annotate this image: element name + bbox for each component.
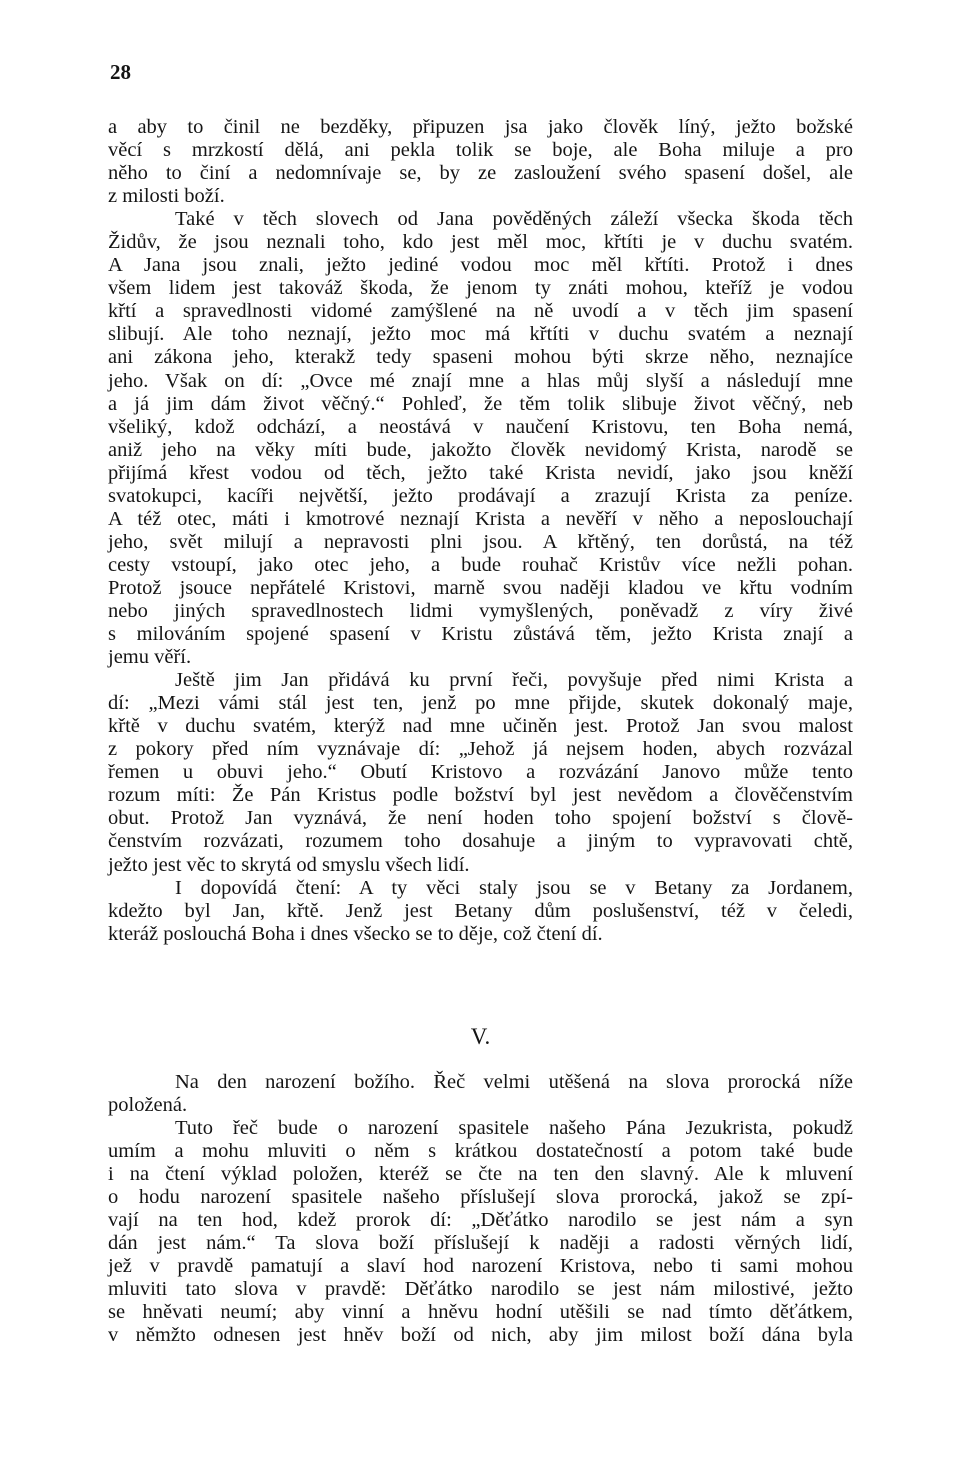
text-line: dí: „Mezi vámi stál jest ten, jenž po mne přijde, skutek dokonalý maje, [108,692,853,715]
text-line: křtě v duchu svatém, kterýž nad mne učiněn jest. Protož Jan svou malost [108,715,853,738]
text-line: I dopovídá čtení: A ty věci staly jsou se v Betany za Jordanem, [175,876,853,899]
text-line: kteráž poslouchá Boha i dnes všecko se to děje, což čtení dí. [108,922,603,945]
text-line: ježto jest věc to skrytá od smyslu všech lidí. [108,853,470,876]
text-line: přijímá křest vodou od těch, ježto také Krista nevidí, jako jsou kněží [108,461,853,484]
text-line: a aby to činil ne bezděky, připuzen jsa jako člověk líný, ježto božské [108,116,853,138]
text-line: položená. [108,1093,188,1116]
text-line: Tuto řeč bude o narození spasitele našeho Pána Jezukrista, pokudž [175,1116,853,1139]
text-line: věcí s mrzkostí dělá, ani pekla tolik se boje, ale Boha miluje a pro [108,139,853,162]
text-line: v němžto odnesen jest hněv boží od nich, aby jim milost boží dána byla [108,1324,853,1347]
section-text-1 [108,116,853,946]
text-line: rozum míti: Že Pán Kristus podle božství byl jest nevědom a člověčenstvím [108,784,853,807]
text-line: se hněvati neumí; aby vinní a hněvu hodní utěšili se nad tímto děťátkem, [108,1301,853,1324]
text-line: čenstvím rozvázati, rozumem toho dosahuje a jiným to vypravovati chtě, [108,830,853,853]
text-line: s milováním spojené spasení v Kristu zůstává těm, ježto Krista znají a [108,623,853,646]
text-line: a já jim dám život věčný.“ Pohleď, že těm tolik slibuje život věčný, neb [108,392,853,415]
section-gap [108,946,853,1024]
text-line: i na čtení výklad položen, kteréž se čte na ten den slavný. Ale k mluvení [108,1162,853,1185]
text-line: Židův, že jsou neznali toho, kdo jest měl moc, křtíti je v duchu svatém. [108,231,853,254]
text-line: z pokory před ním vyznávaje dí: „Jehož já nejsem hoden, abych rozvázal [108,738,853,761]
text-line: jemu věří. [108,646,192,669]
text-line: aniž jeho na věky míti bude, jakožto člověk nevidomý Krista, narodě se [108,438,853,461]
text-line: křtí a spravedlnosti vidomé zamýšlené na ně uvodí a v těch jim spasení [108,300,853,323]
text-line: jež v pravdě pamatují a slaví hod narození Kristova, nebo ti sami mohou [108,1255,853,1278]
text-line: něho to činí a nedomnívaje se, by ze zasloužení svého spasení došel, ale [108,162,853,185]
text-line: Na den narození božího. Řeč velmi utěšená na slova prorocká níže [175,1070,853,1093]
text-line: z milosti boží. [108,185,225,208]
text-line: umím a mohu mluviti o něm s krátkou dostatečností a potom také bude [108,1139,853,1162]
text-line: obut. Protož Jan vyznává, že není hoden toho spojení božství s člově- [108,807,853,830]
text-line: všem lidem jest takováž škoda, že jenom ty znáti mohou, kteříž je vodou [108,277,853,300]
text-line: A Jana jsou znali, ježto jediné vodou moc měl křtíti. Protož i dnes [108,254,853,277]
text-line: kdežto byl Jan, křtě. Jenž jest Betany dům poslušenství, též v čeledi, [108,899,853,922]
text-line: cesty vstoupí, jako otec jeho, a bude rouhač Kristův více nežli pohan. [108,553,853,576]
text-line: o hodu narození spasitele našeho příslušejí slova prorocká, jakož se zpí- [108,1185,853,1208]
text-line: vají na ten hod, kdež prorok dí: „Děťátko narodilo se jest nám a syn [108,1208,853,1231]
text-line: mluviti tato slova v pravdě: Děťátko narodilo se jest nám milostivé, ježto [108,1278,853,1301]
text-line: slibují. Ale toho neznají, ježto moc má křtíti v duchu svatém a neznají [108,323,853,346]
body-text [108,116,853,1347]
text-line: ani zákona jeho, kterakž tedy spaseni mohou býti skrze něho, neznajíce [108,346,853,369]
text-line: svatokupci, kacíři největší, ježto prodávají a zrazují Krista za peníze. [108,484,853,507]
text-line: Ještě jim Jan přidává ku první řeči, povyšuje před nimi Krista a [175,669,853,692]
section-heading: V. [470,1023,491,1049]
text-line: jeho. Však on dí: „Ovce mé znají mne a hlas můj slyší a následují mne [108,369,853,392]
text-line: A též otec, máti i kmotrové neznají Krista a nevěří v něho a neposlouchají [108,507,853,530]
text-line: Také v těch slovech od Jana pověděných záleží všecka škoda těch [175,208,853,231]
text-line: jeho, svět milují a nepravosti plni jsou. A křtěný, ten dorůstá, na též [108,530,853,553]
page-number: 28 [110,60,131,84]
text-line: řemen u obuvi jeho.“ Obutí Kristovo a rozvázání Janovo může tento [108,761,853,784]
text-line: Protož jsouce nepřátelé Kristovi, marně svou naději kladou ve křtu vodním [108,576,853,599]
text-line: dán jest nám.“ Ta slova boží příslušejí k naději a radosti věrných lidí, [108,1232,853,1255]
text-line: všeliký, kdož odchází, a neostává v naučení Kristovu, ten Boha nemá, [108,415,853,438]
text-line: nebo jiných spravedlnostech lidmi vymyšlených, poněvadž z víry živé [108,599,853,622]
section-text-2 [108,1071,853,1348]
